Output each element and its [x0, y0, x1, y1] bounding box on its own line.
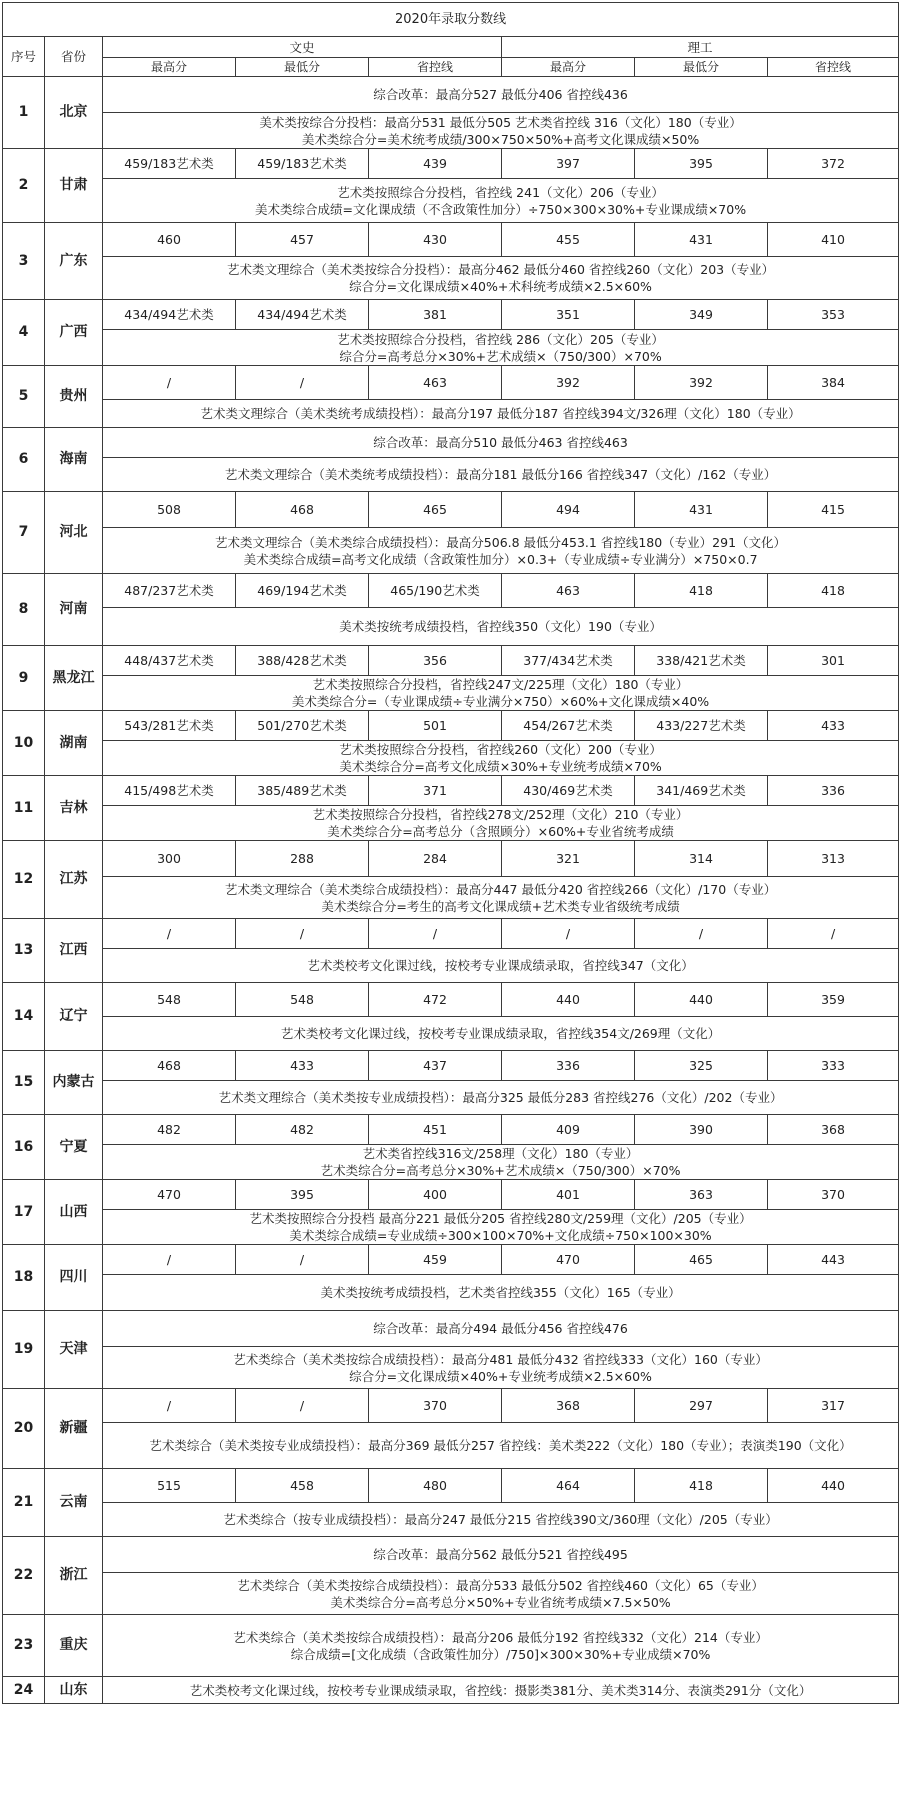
row-province: 河南 — [45, 574, 103, 646]
score-cell: 325 — [635, 1051, 768, 1081]
table-row-note — [3, 676, 899, 711]
score-cell: 336 — [768, 776, 899, 806]
table-row — [3, 1389, 899, 1423]
score-cell: 341/469艺术类 — [635, 776, 768, 806]
row-province: 内蒙古 — [45, 1051, 103, 1115]
row-seq: 17 — [3, 1180, 45, 1245]
score-cell: 392 — [502, 366, 635, 400]
header-li-max: 最高分 — [502, 58, 635, 77]
table-row-note — [3, 528, 899, 574]
row-note: 艺术类综合（按专业成绩投档）：最高分247 最低分215 省控线390文/360理（文化）/205（专业） — [103, 1503, 899, 1537]
score-cell: 459/183艺术类 — [236, 149, 369, 179]
row-note: 艺术类按照综合分投档，省控线 241（文化）206（专业） 美术类综合成绩=文化课成绩（不含政策性加分）÷750×300×30%+专业课成绩×70% — [103, 179, 899, 223]
score-cell: 377/434艺术类 — [502, 646, 635, 676]
score-cell: 433 — [768, 711, 899, 741]
row-note: 艺术类文理综合（美术类综合成绩投档）：最高分447 最低分420 省控线266（文化）/170（专业） 美术类综合分=考生的高考文化课成绩+艺术类专业省级统考成绩 — [103, 877, 899, 919]
score-cell: 430/469艺术类 — [502, 776, 635, 806]
score-cell: 494 — [502, 492, 635, 528]
score-cell: 385/489艺术类 — [236, 776, 369, 806]
table-row-note — [3, 257, 899, 300]
row-seq: 2 — [3, 149, 45, 223]
table-row-note — [3, 806, 899, 841]
score-cell: 482 — [103, 1115, 236, 1145]
table-row — [3, 77, 899, 113]
score-cell: / — [103, 366, 236, 400]
score-cell: 434/494艺术类 — [103, 300, 236, 330]
row-seq: 11 — [3, 776, 45, 841]
score-cell: 384 — [768, 366, 899, 400]
row-note: 艺术类文理综合（美术类统考成绩投档）：最高分181 最低分166 省控线347（文化）/162（专业） — [103, 458, 899, 492]
row-province: 山西 — [45, 1180, 103, 1245]
row-note-top: 综合改革：最高分494 最低分456 省控线476 — [103, 1311, 899, 1347]
score-cell: 463 — [369, 366, 502, 400]
table-row — [3, 919, 899, 949]
score-cell: / — [768, 919, 899, 949]
row-province: 江苏 — [45, 841, 103, 919]
table-row — [3, 1245, 899, 1275]
row-note: 艺术类文理综合（美术类按综合分投档）：最高分462 最低分460 省控线260（文化）203（专业） 综合分=文化课成绩×40%+术科统考成绩×2.5×60% — [103, 257, 899, 300]
table-row — [3, 711, 899, 741]
row-seq: 7 — [3, 492, 45, 574]
row-note: 美术类按统考成绩投档，省控线350（文化）190（专业） — [103, 608, 899, 646]
score-cell: / — [369, 919, 502, 949]
score-cell: 470 — [502, 1245, 635, 1275]
score-cell: 415/498艺术类 — [103, 776, 236, 806]
score-cell: 418 — [635, 574, 768, 608]
table-row-note — [3, 1573, 899, 1615]
table-row — [3, 428, 899, 458]
score-cell: 433/227艺术类 — [635, 711, 768, 741]
score-cell: 351 — [502, 300, 635, 330]
row-seq: 10 — [3, 711, 45, 776]
score-cell: 460 — [103, 223, 236, 257]
score-cell: 431 — [635, 223, 768, 257]
row-province: 广西 — [45, 300, 103, 366]
score-cell: 455 — [502, 223, 635, 257]
score-cell: / — [635, 919, 768, 949]
score-cell: 443 — [768, 1245, 899, 1275]
header-group-ligong: 理工 — [502, 37, 899, 58]
score-cell: 439 — [369, 149, 502, 179]
score-cell: 543/281艺术类 — [103, 711, 236, 741]
score-cell: 440 — [635, 983, 768, 1017]
score-cell: 370 — [369, 1389, 502, 1423]
table-row — [3, 366, 899, 400]
score-cell: 465 — [369, 492, 502, 528]
row-province: 山东 — [45, 1677, 103, 1704]
table-row-note — [3, 179, 899, 223]
row-seq: 6 — [3, 428, 45, 492]
table-row — [3, 1469, 899, 1503]
row-province: 湖南 — [45, 711, 103, 776]
score-cell: 472 — [369, 983, 502, 1017]
row-note-top: 综合改革：最高分510 最低分463 省控线463 — [103, 428, 899, 458]
row-seq: 24 — [3, 1677, 45, 1704]
score-cell: 470 — [103, 1180, 236, 1210]
score-cell: 415 — [768, 492, 899, 528]
score-cell: 395 — [635, 149, 768, 179]
row-seq: 4 — [3, 300, 45, 366]
score-cell: 487/237艺术类 — [103, 574, 236, 608]
table-row-note — [3, 113, 899, 149]
score-cell: 359 — [768, 983, 899, 1017]
row-note: 美术类按统考成绩投档，艺术类省控线355（文化）165（专业） — [103, 1275, 899, 1311]
row-note: 艺术类校考文化课过线，按校考专业课成绩录取，省控线354文/269理（文化） — [103, 1017, 899, 1051]
score-cell: 501/270艺术类 — [236, 711, 369, 741]
row-seq: 16 — [3, 1115, 45, 1180]
row-seq: 5 — [3, 366, 45, 428]
table-row-note — [3, 1145, 899, 1180]
row-province: 辽宁 — [45, 983, 103, 1051]
score-cell: 433 — [236, 1051, 369, 1081]
row-note: 艺术类校考文化课过线，按校考专业课成绩录取，省控线：摄影类381分、美术类314分、表演类291分（文化） — [103, 1677, 899, 1704]
score-cell: 300 — [103, 841, 236, 877]
row-province: 甘肃 — [45, 149, 103, 223]
row-note: 艺术类综合（美术类按综合成绩投档）：最高分206 最低分192 省控线332（文化）214（专业） 综合成绩=[文化成绩（含政策性加分）/750]×300×30%+专业成绩×70% — [103, 1615, 899, 1677]
table-row — [3, 1311, 899, 1347]
row-province: 浙江 — [45, 1537, 103, 1615]
row-seq: 22 — [3, 1537, 45, 1615]
score-cell: 317 — [768, 1389, 899, 1423]
score-cell: 501 — [369, 711, 502, 741]
score-cell: 288 — [236, 841, 369, 877]
table-row-note — [3, 330, 899, 366]
table-row — [3, 1615, 899, 1677]
row-seq: 20 — [3, 1389, 45, 1469]
table-row — [3, 1180, 899, 1210]
score-cell: / — [103, 919, 236, 949]
score-cell: 463 — [502, 574, 635, 608]
row-province: 海南 — [45, 428, 103, 492]
row-province: 江西 — [45, 919, 103, 983]
score-cell: 356 — [369, 646, 502, 676]
table-row-note — [3, 949, 899, 983]
row-seq: 14 — [3, 983, 45, 1051]
table-row — [3, 149, 899, 179]
row-seq: 23 — [3, 1615, 45, 1677]
score-cell: 301 — [768, 646, 899, 676]
table-row-note — [3, 877, 899, 919]
row-province: 云南 — [45, 1469, 103, 1537]
score-cell: 390 — [635, 1115, 768, 1145]
row-note: 艺术类省控线316文/258理（文化）180（专业） 艺术类综合分=高考总分×30%+艺术成绩×（750/300）×70% — [103, 1145, 899, 1180]
score-cell: 397 — [502, 149, 635, 179]
score-cell: 418 — [768, 574, 899, 608]
score-cell: 363 — [635, 1180, 768, 1210]
score-cell: 548 — [103, 983, 236, 1017]
score-cell: 349 — [635, 300, 768, 330]
score-cell: 465 — [635, 1245, 768, 1275]
row-province: 广东 — [45, 223, 103, 300]
row-province: 宁夏 — [45, 1115, 103, 1180]
score-cell: 465/190艺术类 — [369, 574, 502, 608]
row-province: 新疆 — [45, 1389, 103, 1469]
score-cell: 368 — [768, 1115, 899, 1145]
score-cell: 353 — [768, 300, 899, 330]
table-row-note — [3, 1503, 899, 1537]
score-cell: / — [236, 1245, 369, 1275]
score-cell: 448/437艺术类 — [103, 646, 236, 676]
row-seq: 18 — [3, 1245, 45, 1311]
score-cell: 395 — [236, 1180, 369, 1210]
score-cell: 338/421艺术类 — [635, 646, 768, 676]
score-cell: 401 — [502, 1180, 635, 1210]
header-seq: 序号 — [3, 37, 45, 77]
score-cell: 371 — [369, 776, 502, 806]
score-cell: 437 — [369, 1051, 502, 1081]
score-cell: 548 — [236, 983, 369, 1017]
row-note: 艺术类文理综合（美术类按专业成绩投档）：最高分325 最低分283 省控线276（文化）/202（专业） — [103, 1081, 899, 1115]
row-seq: 8 — [3, 574, 45, 646]
score-cell: 368 — [502, 1389, 635, 1423]
header-wen-control: 省控线 — [369, 58, 502, 77]
row-province: 北京 — [45, 77, 103, 149]
row-province: 天津 — [45, 1311, 103, 1389]
score-cell: 454/267艺术类 — [502, 711, 635, 741]
row-note: 艺术类按照综合分投档，省控线260（文化）200（专业） 美术类综合分=高考文化成绩×30%+专业统考成绩×70% — [103, 741, 899, 776]
score-cell: 482 — [236, 1115, 369, 1145]
score-cell: 459/183艺术类 — [103, 149, 236, 179]
score-cell: 370 — [768, 1180, 899, 1210]
score-cell: 409 — [502, 1115, 635, 1145]
score-cell: 430 — [369, 223, 502, 257]
row-seq: 12 — [3, 841, 45, 919]
score-cell: 314 — [635, 841, 768, 877]
score-cell: 440 — [768, 1469, 899, 1503]
header-li-min: 最低分 — [635, 58, 768, 77]
score-cell: 468 — [103, 1051, 236, 1081]
row-note: 艺术类文理综合（美术类综合成绩投档）：最高分506.8 最低分453.1 省控线180（专业）291（文化） 美术类综合成绩=高考文化成绩（含政策性加分）×0.3+（专业成绩÷专业满分）×750×0.7 — [103, 528, 899, 574]
row-seq: 1 — [3, 77, 45, 149]
row-seq: 3 — [3, 223, 45, 300]
table-row-note — [3, 458, 899, 492]
row-note: 艺术类按照综合分投档，省控线278文/252理（文化）210（专业） 美术类综合分=高考总分（含照顾分）×60%+专业省统考成绩 — [103, 806, 899, 841]
row-note: 艺术类综合（美术类按综合成绩投档）：最高分481 最低分432 省控线333（文化）160（专业） 综合分=文化课成绩×40%+专业统考成绩×2.5×60% — [103, 1347, 899, 1389]
row-seq: 19 — [3, 1311, 45, 1389]
score-cell: 372 — [768, 149, 899, 179]
score-cell: 321 — [502, 841, 635, 877]
header-li-control: 省控线 — [768, 58, 899, 77]
row-seq: 15 — [3, 1051, 45, 1115]
table-row — [3, 646, 899, 676]
row-province: 河北 — [45, 492, 103, 574]
table-row-note — [3, 400, 899, 428]
score-cell: 469/194艺术类 — [236, 574, 369, 608]
row-note: 艺术类校考文化课过线，按校考专业课成绩录取，省控线347（文化） — [103, 949, 899, 983]
table-row — [3, 492, 899, 528]
admission-score-table — [2, 2, 899, 1704]
row-note: 艺术类按照综合分投档，省控线 286（文化）205（专业） 综合分=高考总分×30%+艺术成绩×（750/300）×70% — [103, 330, 899, 366]
score-cell: / — [103, 1245, 236, 1275]
table-row-note — [3, 608, 899, 646]
table-row-note — [3, 1423, 899, 1469]
score-cell: 440 — [502, 983, 635, 1017]
score-cell: 297 — [635, 1389, 768, 1423]
score-cell: 313 — [768, 841, 899, 877]
score-cell: 388/428艺术类 — [236, 646, 369, 676]
row-note: 艺术类综合（美术类按综合成绩投档）：最高分533 最低分502 省控线460（文化）65（专业） 美术类综合分=高考总分×50%+专业省统考成绩×7.5×50% — [103, 1573, 899, 1615]
row-province: 重庆 — [45, 1615, 103, 1677]
score-cell: / — [502, 919, 635, 949]
table-row — [3, 1677, 899, 1704]
score-cell: / — [236, 366, 369, 400]
row-seq: 21 — [3, 1469, 45, 1537]
score-cell: 468 — [236, 492, 369, 528]
row-note: 艺术类按照综合分投档 最高分221 最低分205 省控线280文/259理（文化）/205（专业） 美术类综合成绩=专业成绩÷300×100×70%+文化成绩÷750×100×30% — [103, 1210, 899, 1245]
score-cell: 333 — [768, 1051, 899, 1081]
row-province: 黑龙江 — [45, 646, 103, 711]
header-wen-max: 最高分 — [103, 58, 236, 77]
row-note: 艺术类按照综合分投档，省控线247文/225理（文化）180（专业） 美术类综合分=（专业课成绩÷专业满分×750）×60%+文化课成绩×40% — [103, 676, 899, 711]
row-note: 美术类按综合分投档：最高分531 最低分505 艺术类省控线 316（文化）180（专业） 美术类综合分=美术统考成绩/300×750×50%+高考文化课成绩×50% — [103, 113, 899, 149]
table-row — [3, 1051, 899, 1081]
row-note-top: 综合改革：最高分562 最低分521 省控线495 — [103, 1537, 899, 1573]
score-cell: 508 — [103, 492, 236, 528]
score-cell: 458 — [236, 1469, 369, 1503]
score-cell: 431 — [635, 492, 768, 528]
table-row — [3, 983, 899, 1017]
row-note: 艺术类文理综合（美术类统考成绩投档）：最高分197 最低分187 省控线394文/326理（文化）180（专业） — [103, 400, 899, 428]
table-row — [3, 776, 899, 806]
table-row-note — [3, 1210, 899, 1245]
header-province: 省份 — [45, 37, 103, 77]
score-cell: 480 — [369, 1469, 502, 1503]
row-province: 四川 — [45, 1245, 103, 1311]
table-row-note — [3, 1081, 899, 1115]
row-province: 吉林 — [45, 776, 103, 841]
table-row-note — [3, 1275, 899, 1311]
table-row — [3, 1537, 899, 1573]
score-cell: 464 — [502, 1469, 635, 1503]
row-seq: 9 — [3, 646, 45, 711]
table-row-note — [3, 741, 899, 776]
table-row-note — [3, 1347, 899, 1389]
score-cell: 284 — [369, 841, 502, 877]
score-cell: 515 — [103, 1469, 236, 1503]
row-province: 贵州 — [45, 366, 103, 428]
table-row — [3, 1115, 899, 1145]
table-row — [3, 223, 899, 257]
score-cell: 410 — [768, 223, 899, 257]
row-note-top: 综合改革：最高分527 最低分406 省控线436 — [103, 77, 899, 113]
score-cell: 418 — [635, 1469, 768, 1503]
table-title: 2020年录取分数线 — [3, 3, 899, 37]
score-cell: 434/494艺术类 — [236, 300, 369, 330]
score-cell: 381 — [369, 300, 502, 330]
score-cell: 392 — [635, 366, 768, 400]
score-cell: 459 — [369, 1245, 502, 1275]
score-cell: 336 — [502, 1051, 635, 1081]
score-cell: 400 — [369, 1180, 502, 1210]
score-cell: / — [236, 919, 369, 949]
score-cell: 457 — [236, 223, 369, 257]
table-row — [3, 841, 899, 877]
table-row-note — [3, 1017, 899, 1051]
row-seq: 13 — [3, 919, 45, 983]
table-row — [3, 574, 899, 608]
table-row — [3, 300, 899, 330]
score-cell: / — [236, 1389, 369, 1423]
header-group-wenshi: 文史 — [103, 37, 502, 58]
score-cell: / — [103, 1389, 236, 1423]
row-note: 艺术类综合（美术类按专业成绩投档）：最高分369 最低分257 省控线：美术类222（文化）180（专业）；表演类190（文化） — [103, 1423, 899, 1469]
header-wen-min: 最低分 — [236, 58, 369, 77]
score-cell: 451 — [369, 1115, 502, 1145]
